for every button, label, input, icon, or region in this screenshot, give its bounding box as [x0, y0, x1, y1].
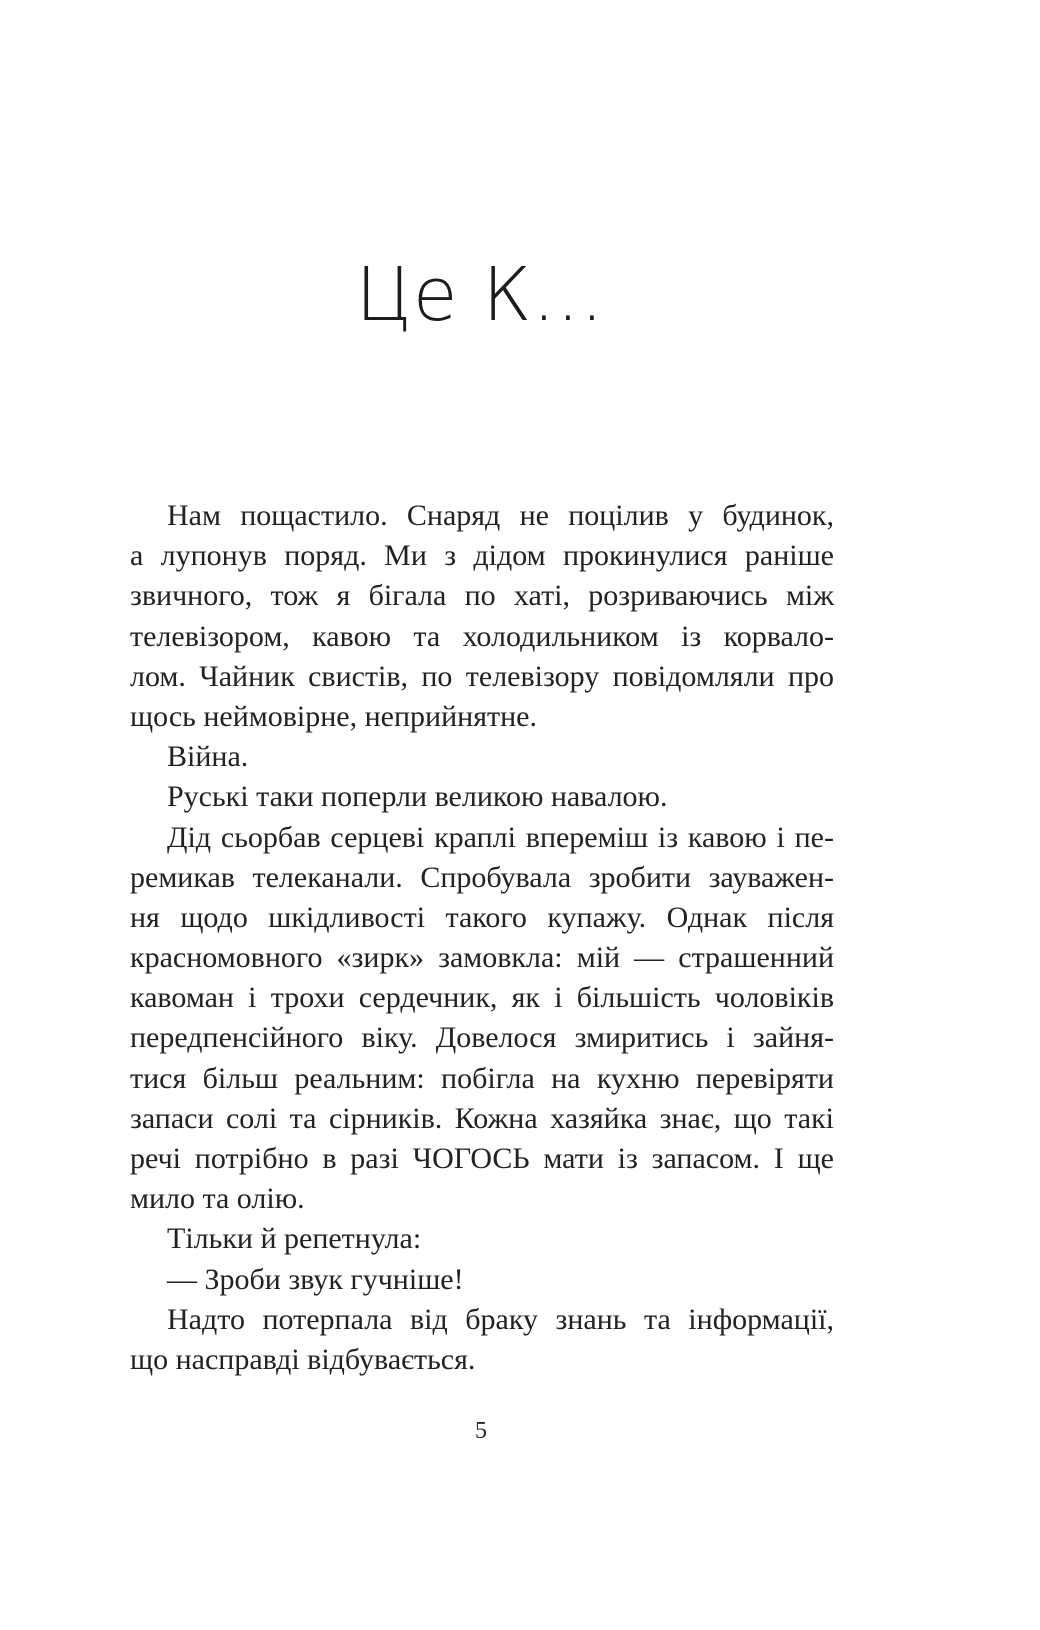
text-line: передпенсійного віку. Довелося змиритись і зайня- [130, 1021, 834, 1055]
text-line: лом. Чайник свистів, по телевізору повідомляли про [130, 659, 834, 693]
text-line: тися більш реальним: побігла на кухню перевіряти [130, 1061, 834, 1095]
text-line: красномовного «зирк» замовкла: мій — страшенний [130, 941, 834, 975]
text-line: телевізором, кавою та холодильником із корвало- [130, 619, 834, 653]
text-line: запаси солі та сірників. Кожна хазяйка знає, що такі [130, 1101, 834, 1135]
text-line: ня щодо шкідливості такого купажу. Однак після [130, 900, 834, 934]
text-line: Надто потерпала від браку знань та інформації, [167, 1302, 834, 1336]
text-line: Руські таки поперли великою навалою. [167, 780, 668, 814]
text-line: що насправді відбувається. [130, 1342, 476, 1376]
text-line: — Зроби звук гучніше! [167, 1262, 464, 1296]
text-line: звичного, тож я бігала по хаті, розриваючись між [130, 579, 834, 613]
text-line: Війна. [167, 740, 249, 774]
text-line: речі потрібно в разі ЧОГОСЬ мати із запасом. І ще [130, 1142, 834, 1175]
text-line: Нам пощастило. Снаряд не поцілив у будинок, [167, 499, 834, 532]
text-line: кавоман і трохи сердечник, як і більшість чоловіків [130, 981, 834, 1015]
page-number: 5 [475, 1418, 487, 1444]
text-line: Дід сьорбав серцеві краплі впереміш із кавою і пе- [167, 820, 834, 854]
text-line: ремикав телеканали. Спробувала зробити зауважен- [130, 860, 834, 894]
body-text [130, 496, 834, 1380]
text-line: а лупонув поряд. Ми з дідом прокинулися раніше [130, 539, 834, 573]
text-line: мило та олію. [130, 1182, 305, 1216]
text-line: Тільки й репетнула: [167, 1222, 422, 1256]
chapter-title: Це К... [355, 252, 605, 338]
text-line: щось неймовірне, неприйнятне. [130, 699, 537, 733]
